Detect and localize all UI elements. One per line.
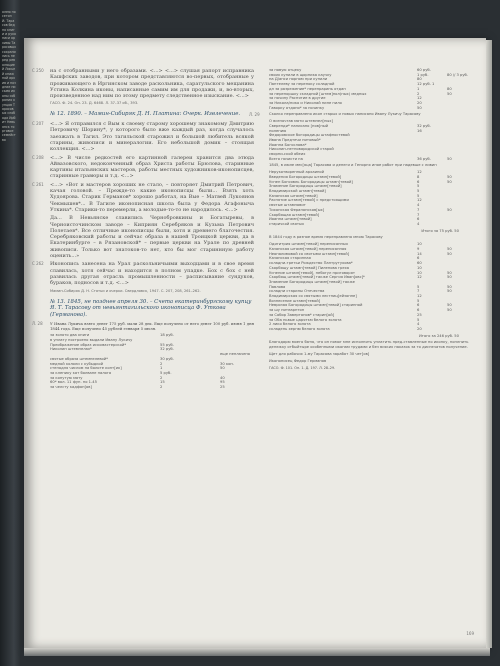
table-cell: Казанская штамп[тевой] переписанная (269, 246, 347, 251)
subheading: В 1844 году в разное время переправлено мною Тарасову (269, 235, 383, 240)
table-cell: Павлова (269, 284, 286, 289)
account-table-left (32, 333, 254, 389)
left-column (32, 68, 254, 390)
table-cell: 6 (417, 303, 420, 308)
table-cell: медной кололи с кубыдкой (50, 361, 104, 366)
table-cell: за перепоршку складной [штем]пол(ных) медных (269, 91, 367, 96)
document-heading: № 12. 1890. – Мамин-Сибиряк Д. Н. Платина: Очерк. Извлечение. (50, 111, 241, 118)
paragraph: С 250 на с отобранными у него образами. <...> <...> слушая рапорт исправника Кашфских заводов, при котором представляются во-первых, отобранные у проживающего в Иргинском заводе раскольника, саратульского мещанина Устина Колкина иконы, написанные самим им для продажи, и, во-вторых, произведенное над ним по этому предмету следственное изыскание. <...> (32, 68, 254, 100)
table-cell: Успен Богоявль Богородицы штамп[тевой] (269, 179, 353, 184)
table-cell: за Никола/нико и Николай нине нило (269, 100, 342, 105)
table-cell: Казанская старинная (269, 256, 311, 261)
table-cell: 16 (417, 128, 422, 133)
table-cell: Иоанна штамп[тевой] (269, 217, 312, 222)
paragraph: С 208 <...> В числе редкостей его картинной галереи хранится два этюда Айвазовского, недоконченный образ Христа работы Брюлова, старинные картины итальянских мастеров, работы местных художников-иконописцев, старинные гравюры и т.д. <...> (32, 154, 254, 180)
table-cell: 5 руб. (160, 370, 172, 375)
table-cell: 4 (417, 203, 420, 208)
table-cell: Тихонская Ферапонсков[ых] (269, 207, 325, 212)
closing-text: Щет для рабочих 1-му Тарасова заработ 30 чет[ов] (269, 352, 370, 357)
closing-text: Благодарю моего батю, что он помог мне исполнить уплатить пред-ставленные по иконку, поплнить денежку отбыйтыре особенными иконам трудами и без всяких наказок за то диспечатов получение. (269, 340, 469, 350)
table-cell: 7 (417, 212, 420, 217)
table-cell: Скорбящу штамп[тевой] Пиленова греха (269, 265, 350, 270)
table-cell: 10 (417, 270, 422, 275)
table-cell: 5 (417, 317, 420, 322)
table-cell: на Д/анси норном при купили (269, 77, 328, 82)
table-cell: 10 (417, 265, 422, 270)
table-cell: Знамение Богородицы штамп[тевой] (269, 184, 342, 189)
table-cell: складень херню белого золота (269, 326, 330, 331)
table-cell: 2 (160, 385, 163, 390)
table-cell: 30 руб. (160, 356, 174, 361)
table-cell: Одигитрия штамп[тевой] переписанных (269, 242, 349, 247)
table-cell: Федоровское богородицы штафпостевой (269, 133, 350, 138)
table-row (269, 327, 479, 332)
table-cell: Скорбящ штамп[тевой] также Сергия Иван[овс]* (269, 275, 365, 280)
book-spine (0, 0, 20, 666)
table-cell: 50 (447, 284, 452, 289)
table-cell: 12 (417, 275, 422, 280)
table-cell: 12 руб. 1 (417, 82, 435, 87)
account-table (269, 242, 479, 331)
table-cell: Всего почисти на (269, 156, 303, 161)
table-cell: еще неплачено (220, 352, 251, 357)
table-cell: Неопалимовой со святыми штамп[тевой] (269, 251, 350, 256)
source-citation: ГАСО. Ф. 101. Оп. 1. Д. 197. Л. 28–29. (269, 365, 336, 370)
table-cell: 40 (220, 375, 225, 380)
page-number: 169 (466, 631, 474, 636)
table-cell: Владимирская со святыми лестниц[ейзонне] (269, 294, 357, 299)
table-cell: 6 (417, 308, 420, 313)
account-table (269, 68, 479, 110)
table-cell: 15 (160, 380, 165, 385)
table-row (269, 106, 479, 111)
table-cell: своих купили в щорникa каучку (269, 72, 332, 77)
table-cell: 32 руб. (160, 347, 174, 352)
table-cell: 50 (417, 105, 422, 110)
table-cell (447, 327, 479, 332)
subheading: Л. 29 Сколко переправлено икон старых и новых написано Ивану Лукичу Тарасову (249, 112, 421, 118)
subheading: 1845, в июле мес[яца] Тарасова и денеги и Генорнх иное работ при надевше с ливин (269, 163, 437, 168)
spine-bleed-text: олею посетил И. Тарасов бедно книги и рукописи архивы Тарасовых сохранились перед революцией Лисьей книжной архив и поздние письма иконы собрания купцов Тарасовых слобода Ирбит Невьянск торговое семейство (2, 10, 16, 142)
table-cell: 50 (447, 251, 452, 256)
table-cell: за Оба ньвые царяткм белого золота (269, 317, 342, 322)
table-cell: 60* вол. 11 фун. по 1-45 (50, 380, 98, 385)
table-cell: складни-третьи Рождество Пантрутухова* (269, 261, 353, 266)
table-cell: сворни-ской обеих (269, 152, 306, 157)
table-cell: 4 (417, 322, 420, 327)
table-cell: 4 (417, 221, 420, 226)
table-cell: 10 (417, 242, 422, 247)
table-cell: 30 коп. (220, 361, 234, 366)
table-row (269, 222, 479, 227)
table-cell: 50 (447, 207, 452, 212)
table-cell: святые штамповит (269, 203, 306, 208)
table-cell: 2 (160, 375, 163, 380)
paragraph: Л. 28 У Ивана Лукича взято денег 175 руб. мали 28 дек. Еще получено от него денег 100 руб. июня 1 дня 1844 года. Еще получено 45 рублей генваря 5 июля. (32, 321, 254, 332)
table-cell: Иоанна Богослова* (269, 142, 307, 147)
table-cell: 50 (447, 246, 452, 251)
table-cell: 12 (417, 96, 422, 101)
table-row (269, 157, 479, 162)
account-table (269, 119, 479, 161)
table-cell: 50 (447, 156, 452, 161)
table-cell: складни старины Отечества (269, 289, 325, 294)
table-cell: за челсту кадфон[ов] (50, 385, 92, 390)
table-cell: Распятие штамп[тевой] с предстоящими (269, 198, 349, 203)
paragraph: Да... В Невьянске славились Чернобровкины и Богатыревы, в Черноисточинском заводе – Киприян Серебряков и Кузьма Петрович Полетаев*. Все отличные иконописцы были, хотя и древнего благочестия. Серебряковский работы и сейчас образа в нашей Троицкой церкви, да в Екатеринбурге – в Рязановской* – первые церкви на Урале по древней живописи. Только вот знатоков-то нет, кто бы мог стариннную работу оценить...» (50, 215, 254, 260)
table-cell: за почину Распятие в другие (269, 96, 326, 101)
table-cell: старичкой святых (269, 221, 305, 226)
table-cell: Неврозая Богородицы штамп[тевой] старинной (269, 303, 363, 308)
table-cell: Вознесение штамп[тевой] (269, 298, 321, 303)
right-column (249, 68, 479, 372)
table-cell: 55 руб. (160, 342, 174, 347)
table-cell: 50 (447, 179, 452, 184)
table-cell: 7 (417, 207, 420, 212)
source-citation: ГАСО. Ф. 24. Оп. 23. Д. 6468. Л. 37–37 об., 393. (50, 101, 139, 106)
paragraph: С 207 <...> Я отправился с Вым к своему старому хорошему знакомому Дмитрию Петровичу Шорину*, у которого было вже каждый раз, когда случалось заезжать в Тагил. Это тагильской старожил и большой любитель всякой старины, живописи и минералогии. Его небольшой домик – стоящая коллекция. <...> (32, 121, 254, 153)
table-cell: 6 (417, 217, 420, 222)
table-cell: 12 (417, 198, 422, 203)
table-cell: Преображение образ искомастерской* (50, 342, 127, 347)
table-cell: 50 (447, 308, 452, 313)
table-cell: 7 (417, 289, 420, 294)
table-cell: святые образа штемпелевой* (50, 356, 108, 361)
table-cell: 18 руб. (160, 333, 174, 338)
total-line: Итого за 75 руб. 50 (421, 228, 459, 233)
table-cell: стенодля числом на болоте конт[ик] (50, 366, 122, 371)
table-cell: Сверенди* написано [нов]ный (269, 123, 329, 128)
table-cell: 5 (417, 184, 420, 189)
document-heading: № 13. 1845, не позднее апреля 30. – Счета екатеринбургскому купцу Я. Т. Тарасову от невьянтагильского иконописца Ф. Уткова (Германова). (50, 298, 252, 318)
table-cell: 5 (417, 298, 420, 303)
table-cell: Николин штемпелах* (50, 347, 92, 352)
table-cell: 5 (417, 284, 420, 289)
table-cell: 12 (417, 294, 422, 299)
page-edge (486, 40, 492, 648)
paragraph: С 261 <...> «Вот и мастеров хороших не стало, – повторяет Дмитрий Петрович, качая головой. – Прежде-то какие иконописцы были... Взять хоть Худоярова. Старик Германов* хорошо работал, на Вые – Матвей Лукоянов Чекмышев*... В Тагиле иконописная школа была у Федора Агафоныча Уткина*. Старики-то перемерли, а молодые-то-то не народилось. <...> (32, 181, 254, 213)
table-cell (447, 222, 479, 227)
table-cell: Успение штамп[тевой], небогул приговорят (269, 270, 355, 275)
table-cell: 50 (447, 275, 452, 280)
table-cell: за золото два книги (50, 333, 90, 338)
table-row (32, 385, 254, 390)
table-cell: О всеночтав мати штемпел[ных] (269, 119, 333, 124)
table-cell: 12 (417, 170, 422, 175)
table-cell: 20 (417, 100, 422, 105)
table-cell: Введения Богородицы штамп[тевой] (269, 174, 342, 179)
total-line: Итого за 246 руб. 50 (419, 333, 459, 338)
table-cell: 1 руб. (417, 72, 429, 77)
table-cell: 1 (160, 366, 163, 371)
table-cell: Николин-петновародской старой (269, 147, 334, 152)
table-cell: Казанская штамп[тевой] (269, 193, 318, 198)
table-cell: 5 (417, 193, 420, 198)
table-cell: 2 (160, 361, 163, 366)
source-citation: Мамин-Сибиряк Д. Н. Статьи и очерки. Свердловск, 1947. С. 207, 208, 261–262. (50, 288, 201, 293)
table-cell: 5 (417, 189, 420, 194)
table-cell: 25 (417, 312, 422, 317)
table-cell: полению (269, 128, 287, 133)
table-cell: 50 (447, 289, 452, 294)
table-cell: 50 (220, 366, 225, 371)
table-cell: за копутую мату (50, 375, 83, 380)
table-cell: 50 (447, 91, 452, 96)
table-cell: 60 (417, 261, 422, 266)
table-cell: 36 руб. (417, 156, 431, 161)
table-cell: 50 (447, 303, 452, 308)
table-cell: 50 (447, 270, 452, 275)
table-cell: дл за разрежение* перепрарипь отдан (269, 86, 346, 91)
table-cell: в уплату построено выдали Ивану Лукичу (50, 337, 133, 342)
table-cell: Скорбящая штамп[тевой] (269, 212, 320, 217)
table-cell: 6 (417, 256, 420, 261)
table-cell: 2 (417, 91, 420, 96)
table-cell: 9 (417, 246, 420, 251)
table-cell: 95 (220, 380, 225, 385)
table-cell: 32 руб. (417, 123, 431, 128)
table-cell: Владимирской штамп[тевой] (269, 189, 326, 194)
table-cell: за новую отцеку (269, 68, 302, 72)
table-cell: за Собор Завертонов* старин[ой] (269, 312, 335, 317)
table-cell: 14 (417, 251, 422, 256)
table-cell: 1 (417, 86, 420, 91)
table-cell: Знамение Богородицы штамп[тевой] также (269, 279, 355, 284)
table-cell: 80 (417, 77, 422, 82)
table-cell: Гаворку отдано* за починку (269, 105, 325, 110)
table-cell: 20 (417, 326, 422, 331)
table-cell (447, 106, 479, 111)
paragraph: С 262 Иконопись занесена на Урал раскольничьими выходцами и в свое время славилась, хотя сейчас и находится в полном упадке. Бох с бох с ней развилась другая отрасль промышленности – расписывание сундуков, бураков, подносов и т.д. <...> (32, 261, 254, 287)
table-cell: Ивана Предтечи нитовый* (269, 137, 321, 142)
table-cell: Нерукотворенный архаиной (269, 170, 325, 175)
book-page (24, 38, 486, 648)
table-cell: 60 руб. (417, 68, 431, 72)
book-bottom-edge (24, 648, 490, 656)
table-cell: 8 (417, 174, 420, 179)
table-cell: 2 лико белого золота (269, 322, 311, 327)
table-cell: 80 (447, 86, 452, 91)
table-cell: за кленику кат болване налога (50, 370, 112, 375)
table-cell: 25 (220, 385, 225, 390)
table-cell: 50 (447, 174, 452, 179)
table-cell: Пантелеву за перепоку складной (269, 82, 335, 87)
table-cell: за шу нитеарнтон (269, 308, 305, 313)
account-table (269, 170, 479, 226)
signature: Иконописец Федор Германов (269, 358, 327, 363)
table-cell: 80 // 3 руб. (447, 72, 469, 77)
table-cell: 6 (417, 179, 420, 184)
